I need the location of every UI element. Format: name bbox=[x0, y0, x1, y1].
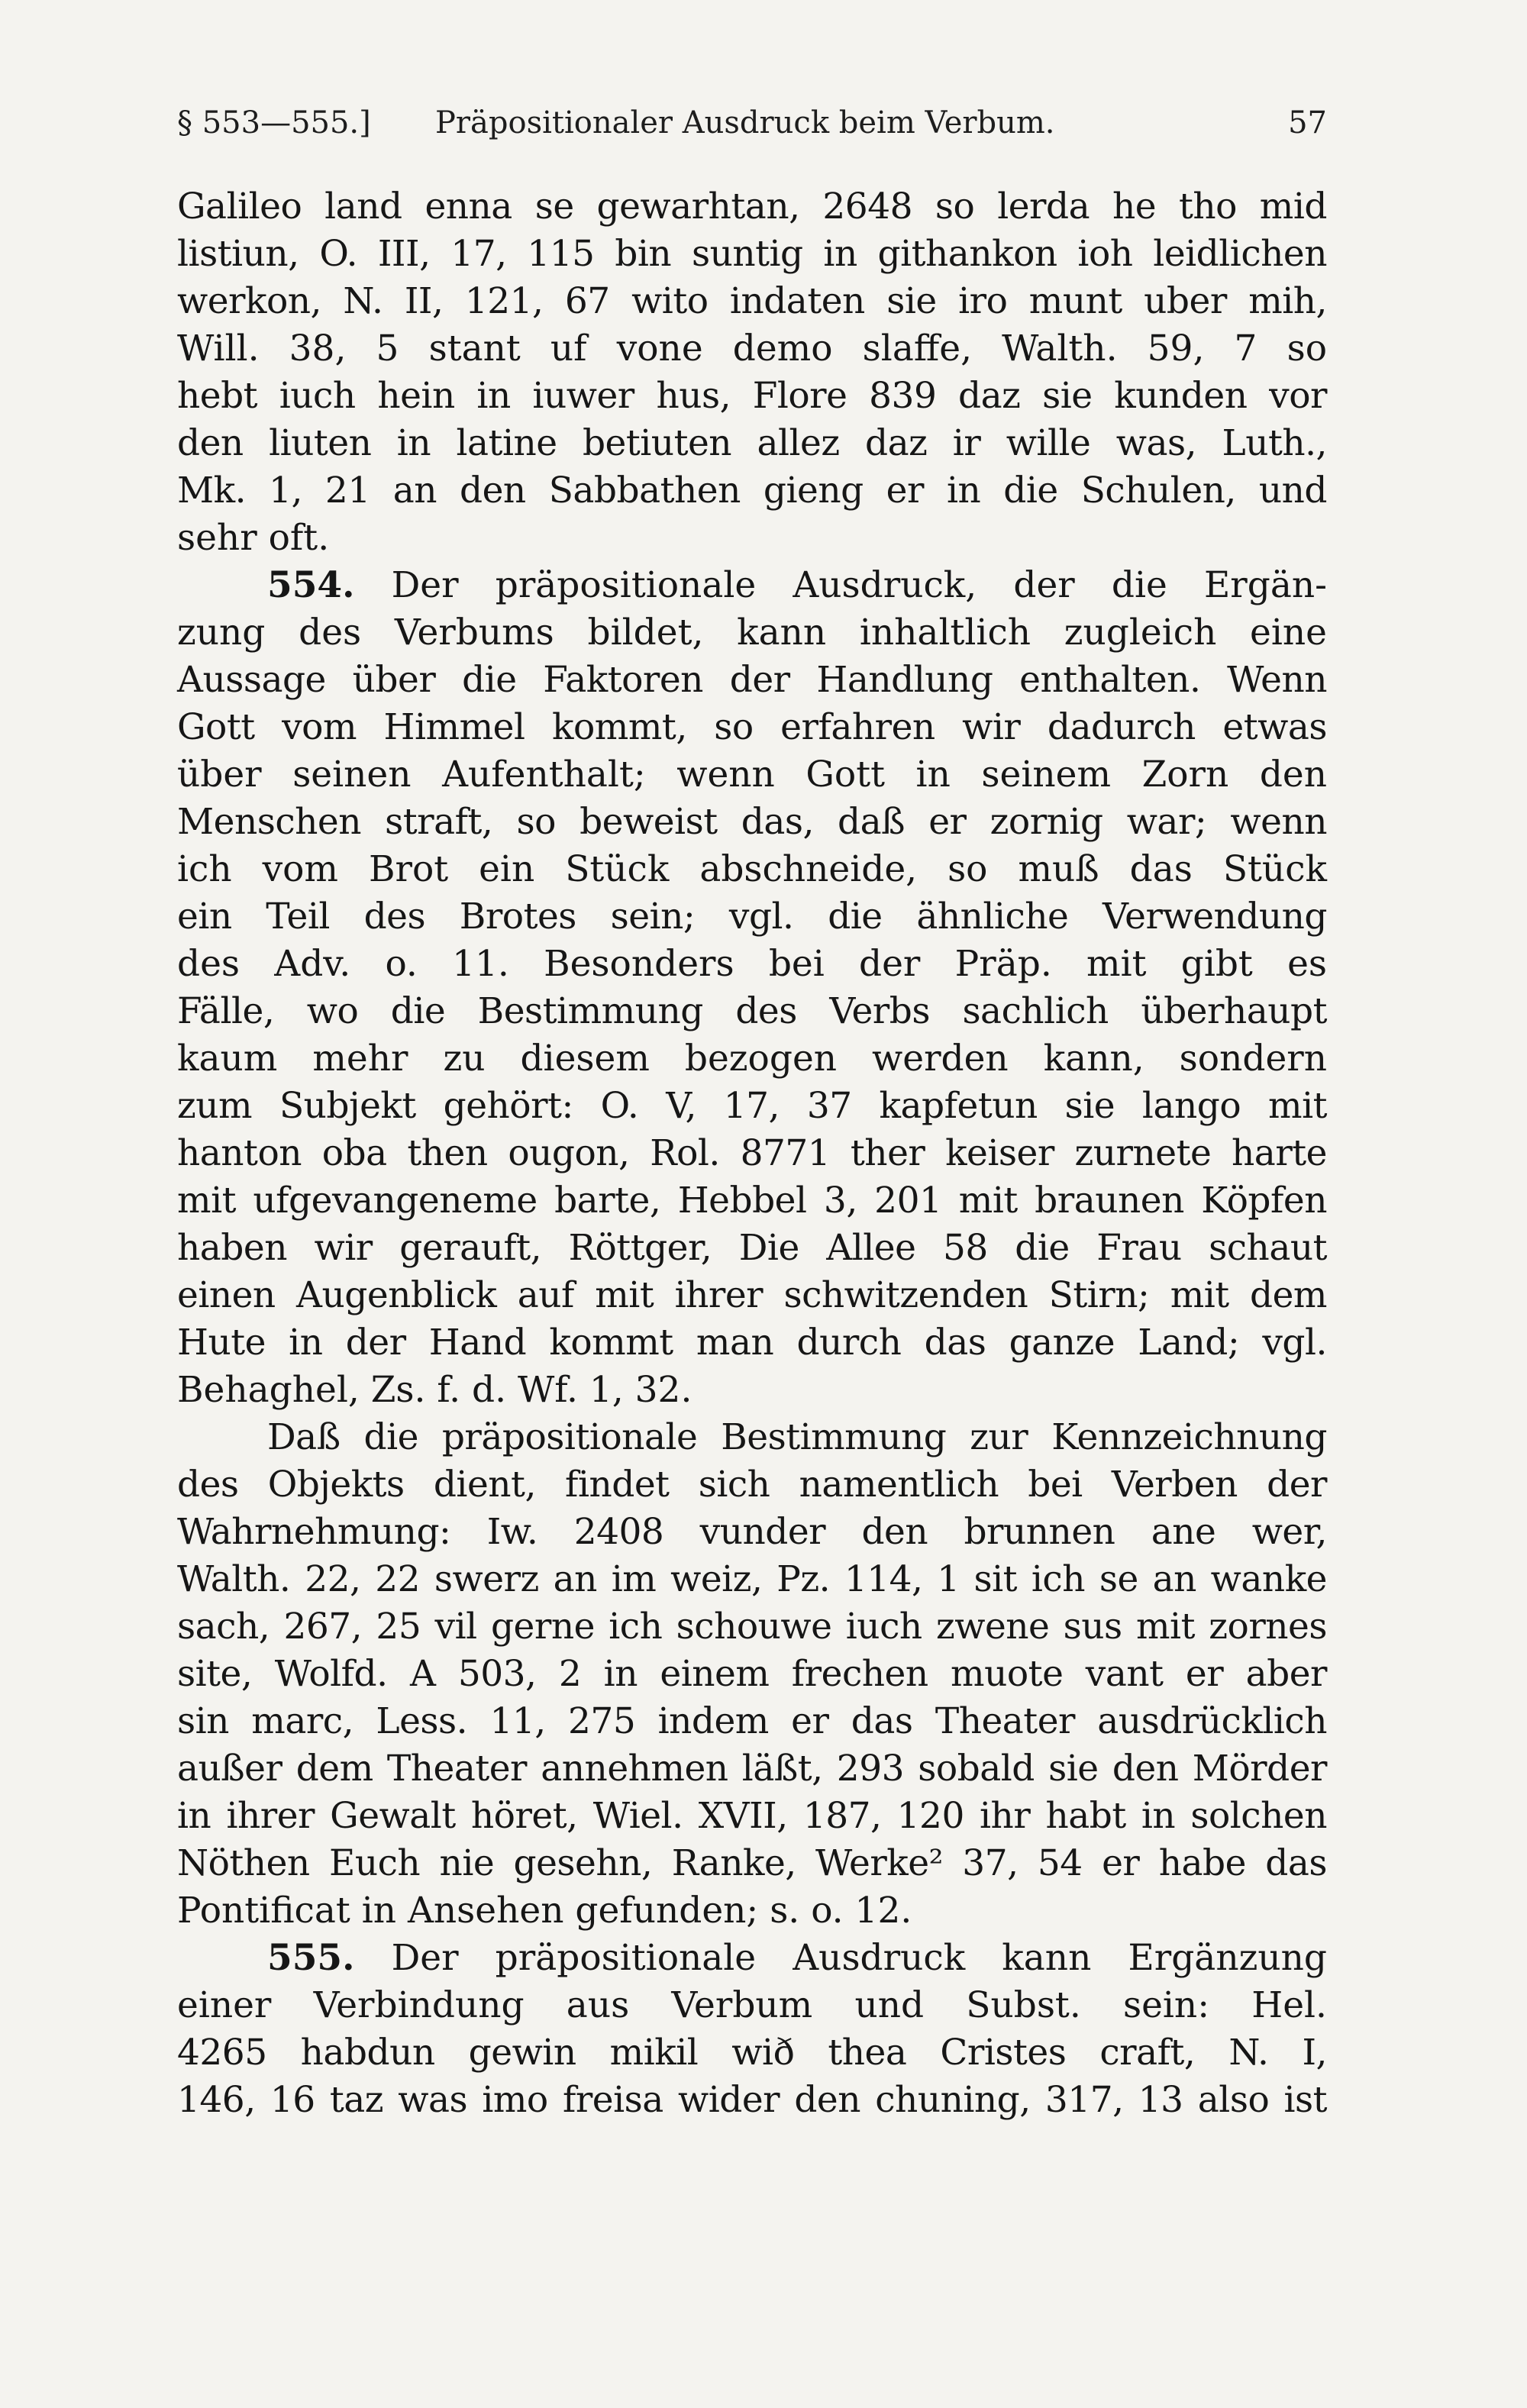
text-line: hanton oba then ougon, Rol. 8771 ther keiser zurnete harte bbox=[177, 1132, 1327, 1174]
text-line: ich vom Brot ein Stück abschneide, so muß das Stück bbox=[177, 848, 1327, 890]
section-reference: § 553—555.] bbox=[177, 105, 371, 140]
page-body bbox=[177, 183, 1327, 2124]
text-line bbox=[177, 1935, 1327, 1982]
text-line: Behaghel, Zs. f. d. Wf. 1, 32. bbox=[177, 1369, 692, 1411]
section-number: 554. bbox=[267, 564, 355, 606]
text-line: Galileo land enna se gewarhtan, 2648 so lerda he tho mid bbox=[177, 186, 1327, 228]
text-line: mit ufgevangeneme barte, Hebbel 3, 201 mit braunen Köpfen bbox=[177, 1180, 1327, 1222]
page-header bbox=[177, 98, 1327, 151]
paragraph-object-marking bbox=[177, 1414, 1327, 1935]
text-line: zum Subjekt gehört: O. V, 17, 37 kapfetun sie lango mit bbox=[177, 1085, 1327, 1127]
text-line: werkon, N. II, 121, 67 wito indaten sie iro munt uber mih, bbox=[177, 280, 1327, 322]
section-number: 555. bbox=[267, 1937, 355, 1979]
paragraph-continuation bbox=[177, 183, 1327, 562]
text-line: einer Verbindung aus Verbum und Subst. sein: Hel. bbox=[177, 1984, 1327, 2026]
text-line: sach, 267, 25 vil gerne ich schouwe iuch zwene sus mit zornes bbox=[177, 1606, 1327, 1648]
text-line: Nöthen Euch nie gesehn, Ranke, Werke² 37, 54 er habe das bbox=[177, 1842, 1327, 1884]
text-line: des Objekts dient, findet sich namentlich bei Verben der bbox=[177, 1464, 1327, 1506]
section-555 bbox=[177, 1935, 1327, 2124]
page-number: 57 bbox=[1288, 105, 1327, 140]
text-line: einen Augenblick auf mit ihrer schwitzenden Stirn; mit dem bbox=[177, 1274, 1327, 1316]
text-line: Aussage über die Faktoren der Handlung enthalten. Wenn bbox=[177, 659, 1327, 701]
running-title: Präpositionaler Ausdruck beim Verbum. bbox=[435, 105, 1055, 140]
text-line: Pontificat in Ansehen gefunden; s. o. 12. bbox=[177, 1890, 912, 1932]
text-line: Wahrnehmung: Iw. 2408 vunder den brunnen ane wer, bbox=[177, 1511, 1327, 1553]
line-text: Der präpositionale Ausdruck kann Ergänzung bbox=[391, 1937, 1327, 1979]
text-line: in ihrer Gewalt höret, Wiel. XVII, 187, 120 ihr habt in solchen bbox=[177, 1795, 1327, 1837]
text-line: Fälle, wo die Bestimmung des Verbs sachlich überhaupt bbox=[177, 990, 1327, 1032]
text-line: sin marc, Less. 11, 275 indem er das Theater ausdrücklich bbox=[177, 1700, 1327, 1742]
text-line: Gott vom Himmel kommt, so erfahren wir dadurch etwas bbox=[177, 706, 1327, 748]
text-line: 4265 habdun gewin mikil wið thea Cristes craft, N. I, bbox=[177, 2032, 1327, 2074]
text-line: haben wir gerauft, Röttger, Die Allee 58 die Frau schaut bbox=[177, 1227, 1327, 1269]
text-line: site, Wolfd. A 503, 2 in einem frechen muote vant er aber bbox=[177, 1653, 1327, 1695]
text-line: Hute in der Hand kommt man durch das ganze Land; vgl. bbox=[177, 1322, 1327, 1364]
text-line: 146, 16 taz was imo freisa wider den chuning, 317, 13 also ist bbox=[177, 2079, 1327, 2121]
text-line: Walth. 22, 22 swerz an im weiz, Pz. 114, 1 sit ich se an wanke bbox=[177, 1558, 1327, 1600]
text-line: über seinen Aufenthalt; wenn Gott in seinem Zorn den bbox=[177, 754, 1327, 796]
text-line: außer dem Theater annehmen läßt, 293 sobald sie den Mörder bbox=[177, 1748, 1327, 1790]
line-text: Der präpositionale Ausdruck, der die Ergän- bbox=[391, 564, 1327, 606]
section-554 bbox=[177, 562, 1327, 1414]
text-line: sehr oft. bbox=[177, 517, 330, 559]
text-line: Daß die präpositionale Bestimmung zur Kennzeichnung bbox=[267, 1416, 1327, 1458]
text-line: Mk. 1, 21 an den Sabbathen gieng er in die Schulen, und bbox=[177, 470, 1327, 512]
text-line: listiun, O. III, 17, 115 bin suntig in githankon ioh leidlichen bbox=[177, 233, 1327, 275]
text-line: den liuten in latine betiuten allez daz ir wille was, Luth., bbox=[177, 422, 1327, 464]
text-line: zung des Verbums bildet, kann inhaltlich zugleich eine bbox=[177, 612, 1327, 654]
text-line bbox=[177, 562, 1327, 609]
text-line: kaum mehr zu diesem bezogen werden kann, sondern bbox=[177, 1038, 1327, 1080]
text-line: Menschen straft, so beweist das, daß er zornig war; wenn bbox=[177, 801, 1327, 843]
text-line: des Adv. o. 11. Besonders bei der Präp. mit gibt es bbox=[177, 943, 1327, 985]
text-line: Will. 38, 5 stant uf vone demo slaffe, Walth. 59, 7 so bbox=[177, 328, 1327, 370]
text-line: hebt iuch hein in iuwer hus, Flore 839 daz sie kunden vor bbox=[177, 375, 1327, 417]
text-line: ein Teil des Brotes sein; vgl. die ähnliche Verwendung bbox=[177, 896, 1327, 938]
